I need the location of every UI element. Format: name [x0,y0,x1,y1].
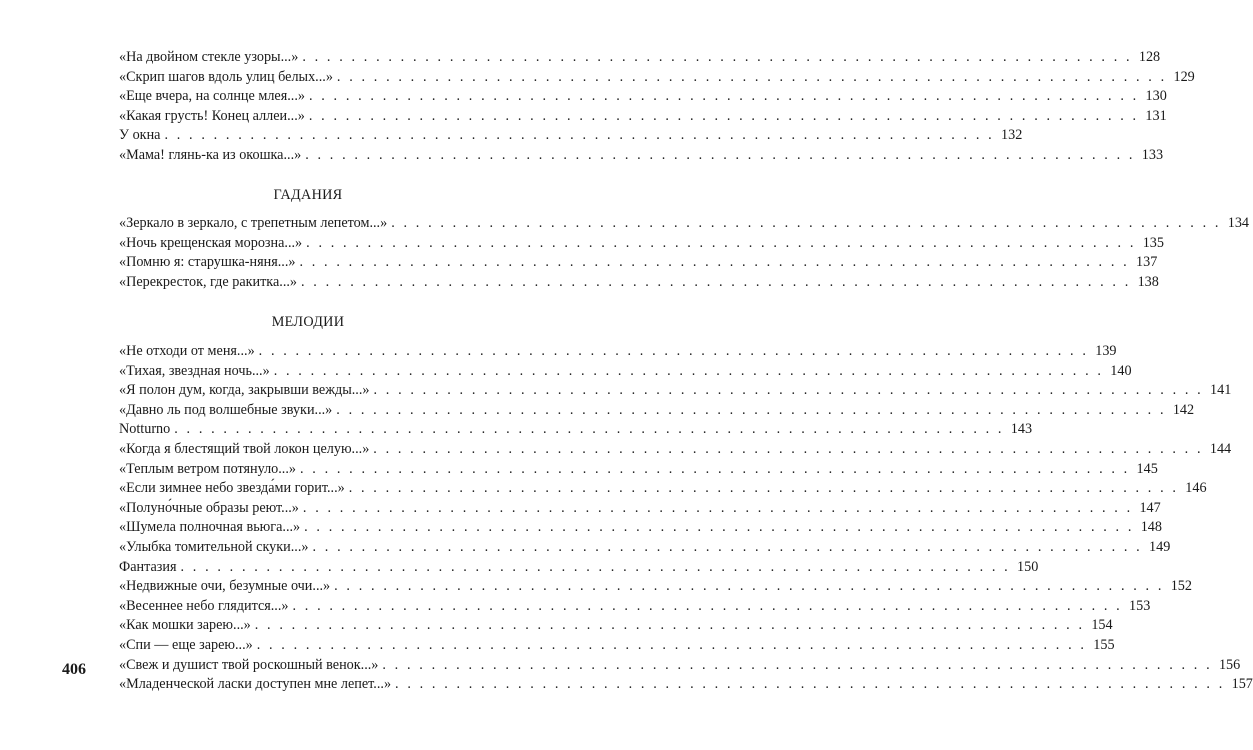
toc-leader: . . . . . . . . . . . . . . . . . . . . . . . . . . . . . . . . . . . . . . . . . . . . . . . . . . . . . . . . . . . . . . . . . . . . [302,49,1133,65]
toc-leader: . . . . . . . . . . . . . . . . . . . . . . . . . . . . . . . . . . . . . . . . . . . . . . . . . . . . . . . . . . . . . . . . . . . . [273,362,1104,379]
toc-entry [119,558,1039,578]
toc-entry-page: 154 [1091,617,1113,634]
toc-entry-title: Notturno [119,421,171,438]
page-number: 406 [62,661,86,678]
toc-entry-page: 139 [1095,343,1117,359]
toc-leader: . . . . . . . . . . . . . . . . . . . . . . . . . . . . . . . . . . . . . . . . . . . . . . . . . . . . . . . . . . . . . . . . . . . . [302,499,1133,516]
toc-entry [119,87,1167,107]
toc-entry-title: «Шумела полночная вьюга...» [119,519,301,536]
toc-leader: . . . . . . . . . . . . . . . . . . . . . . . . . . . . . . . . . . . . . . . . . . . . . . . . . . . . . . . . . . . . . . . . . . . . [336,401,1167,418]
toc-leader: . . . . . . . . . . . . . . . . . . . . . . . . . . . . . . . . . . . . . . . . . . . . . . . . . . . . . . . . . . . . . . . . . . . . [299,254,1130,271]
toc-entry [119,234,1164,254]
toc-entry-page: 134 [1227,215,1250,231]
toc-entry-title: «Свеж и душист твой роскошный венок...» [119,656,379,673]
toc-entry-page: 132 [1001,127,1023,144]
toc-entry-title: «Недвижные очи, безумные очи...» [119,578,331,595]
toc-entry-title: «Весеннее небо глядится...» [119,597,289,614]
toc-entry [119,146,1164,166]
toc-leader: . . . . . . . . . . . . . . . . . . . . . . . . . . . . . . . . . . . . . . . . . . . . . . . . . . . . . . . . . . . . . . . . . . . . [395,676,1225,693]
toc-entry [119,253,1158,273]
toc-entry-title: «Помню я: старушка-няня...» [119,254,296,271]
toc-entry-page: 133 [1141,146,1164,163]
toc-leader: . . . . . . . . . . . . . . . . . . . . . . . . . . . . . . . . . . . . . . . . . . . . . . . . . . . . . . . . . . . . . . . . . . . . [382,656,1213,673]
toc-leader: . . . . . . . . . . . . . . . . . . . . . . . . . . . . . . . . . . . . . . . . . . . . . . . . . . . . . . . . . . . . . . . . . . . . [308,107,1139,124]
toc-entry-title: «Младенческой ласки доступен мне лепет...» [119,676,392,693]
toc-entry-title: «Какая грусть! Конец аллеи...» [119,107,305,124]
toc-entry-title: «Я полон дум, когда, закрывши вежды...» [119,382,370,399]
toc-entry-title: «Когда я блестящий твой локон целую...» [119,440,370,457]
toc-entry-page: 144 [1209,440,1232,457]
toc-entry-page: 145 [1136,460,1158,477]
toc-entry-title: «Мама! глянь-ка из окошка...» [119,146,302,163]
toc-entry [119,460,1158,480]
toc-entry-title: «Полуно́чные образы реют...» [119,499,299,516]
toc-entry-title: «Спи — еще зарею...» [119,636,253,653]
toc-entry-page: 147 [1139,499,1161,516]
toc-entry-page: 138 [1137,273,1159,290]
toc-leader: . . . . . . . . . . . . . . . . . . . . . . . . . . . . . . . . . . . . . . . . . . . . . . . . . . . . . . . . . . . . . . . . . . . . [306,234,1136,251]
toc-leader: . . . . . . . . . . . . . . . . . . . . . . . . . . . . . . . . . . . . . . . . . . . . . . . . . . . . . . . . . . . . . . . . . . . . [373,440,1204,457]
toc-entry-page: 142 [1172,401,1195,418]
toc-entry [119,401,1195,421]
toc-leader: . . . . . . . . . . . . . . . . . . . . . . . . . . . . . . . . . . . . . . . . . . . . . . . . . . . . . . . . . . . . . . . . . . . . [336,68,1167,85]
toc-entry [119,636,1115,656]
toc-entry [119,381,1232,401]
toc-entry [119,577,1192,597]
toc-group-1 [119,48,1195,166]
toc-entry [119,420,1033,440]
toc-entry-page: 128 [1138,49,1161,65]
toc-leader: . . . . . . . . . . . . . . . . . . . . . . . . . . . . . . . . . . . . . . . . . . . . . . . . . . . . . . . . . . . . . . . . . . . . [256,636,1087,653]
toc-entry [119,362,1132,382]
toc-entry [119,68,1195,88]
toc-entry-title: «Давно ль под волшебные звуки...» [119,401,333,418]
toc-leader: . . . . . . . . . . . . . . . . . . . . . . . . . . . . . . . . . . . . . . . . . . . . . . . . . . . . . . . . . . . . . . . . . . . . [391,215,1222,231]
toc-entry-page: 131 [1145,107,1167,124]
toc-entry-title: «Как мошки зарею...» [119,617,251,634]
toc-entry-title: «Еще вчера, на солнце млея...» [119,88,305,105]
toc-entry-page: 129 [1173,68,1195,85]
toc-leader: . . . . . . . . . . . . . . . . . . . . . . . . . . . . . . . . . . . . . . . . . . . . . . . . . . . . . . . . . . . . . . . . . . . . [164,127,995,144]
toc-entry-page: 157 [1231,676,1253,693]
toc-leader: . . . . . . . . . . . . . . . . . . . . . . . . . . . . . . . . . . . . . . . . . . . . . . . . . . . . . . . . . . . . . . . . . . . . [299,460,1130,477]
toc-entry [119,273,1159,293]
toc-entry [119,126,1023,146]
toc-entry-page: 153 [1129,597,1151,614]
toc-entry [119,107,1167,127]
toc-group-gadaniya [119,214,1250,292]
toc-entry-title: «Тихая, звездная ночь...» [119,362,270,379]
toc-leader: . . . . . . . . . . . . . . . . . . . . . . . . . . . . . . . . . . . . . . . . . . . . . . . . . . . . . . . . . . . . . . . . . . . . [254,617,1085,634]
toc-leader: . . . . . . . . . . . . . . . . . . . . . . . . . . . . . . . . . . . . . . . . . . . . . . . . . . . . . . . . . . . . . . . . . . . . [308,88,1139,105]
toc-entry-title: «Если зимнее небо звезда́ми горит...» [119,480,345,497]
toc-entry-page: 156 [1218,656,1241,673]
toc-entry-title: Фантазия [119,558,177,575]
toc-entry [119,538,1171,558]
section-heading-gadaniya: ГАДАНИЯ [273,187,343,203]
toc-entry-page: 155 [1093,636,1115,653]
toc-leader: . . . . . . . . . . . . . . . . . . . . . . . . . . . . . . . . . . . . . . . . . . . . . . . . . . . . . . . . . . . . . . . . . . . . [174,421,1005,438]
toc-entry [119,48,1161,68]
toc-entry-title: «Не отходи от меня...» [119,343,255,359]
toc-entry-title: «Скрип шагов вдоль улиц белых...» [119,68,333,85]
toc-entry-page: 140 [1110,362,1132,379]
toc-entry [119,656,1241,676]
toc-leader: . . . . . . . . . . . . . . . . . . . . . . . . . . . . . . . . . . . . . . . . . . . . . . . . . . . . . . . . . . . . . . . . . . . . [334,578,1164,595]
toc-entry-page: 137 [1136,254,1158,271]
toc-entry-page: 149 [1149,538,1171,555]
toc-leader: . . . . . . . . . . . . . . . . . . . . . . . . . . . . . . . . . . . . . . . . . . . . . . . . . . . . . . . . . . . . . . . . . . . . [292,597,1123,614]
toc-entry [119,616,1113,636]
toc-leader: . . . . . . . . . . . . . . . . . . . . . . . . . . . . . . . . . . . . . . . . . . . . . . . . . . . . . . . . . . . . . . . . . . . . [305,146,1136,163]
toc-entry-title: У окна [119,127,161,144]
toc-entry-title: «Зеркало в зеркало, с трепетным лепетом...» [119,215,388,231]
toc-leader: . . . . . . . . . . . . . . . . . . . . . . . . . . . . . . . . . . . . . . . . . . . . . . . . . . . . . . . . . . . . . . . . . . . . [304,519,1134,536]
toc-leader: . . . . . . . . . . . . . . . . . . . . . . . . . . . . . . . . . . . . . . . . . . . . . . . . . . . . . . . . . . . . . . . . . . . . [373,382,1204,399]
toc-entry-title: «Теплым ветром потянуло...» [119,460,296,477]
toc-entry-page: 135 [1142,234,1164,251]
toc-entry-title: «Ночь крещенская морозна...» [119,234,303,251]
toc-entry-page: 152 [1170,578,1192,595]
section-heading-melodii: МЕЛОДИИ [271,314,345,330]
toc-entry-page: 141 [1210,382,1232,399]
toc-leader: . . . . . . . . . . . . . . . . . . . . . . . . . . . . . . . . . . . . . . . . . . . . . . . . . . . . . . . . . . . . . . . . . . . . [312,538,1143,555]
toc-entry-title: «Улыбка томительной скуки...» [119,538,309,555]
toc-entry [119,518,1162,538]
toc-leader: . . . . . . . . . . . . . . . . . . . . . . . . . . . . . . . . . . . . . . . . . . . . . . . . . . . . . . . . . . . . . . . . . . . . [348,480,1179,497]
toc-entry-page: 150 [1017,558,1039,575]
toc-leader: . . . . . . . . . . . . . . . . . . . . . . . . . . . . . . . . . . . . . . . . . . . . . . . . . . . . . . . . . . . . . . . . . . . . [258,343,1089,359]
toc-entry [119,440,1232,460]
toc-leader: . . . . . . . . . . . . . . . . . . . . . . . . . . . . . . . . . . . . . . . . . . . . . . . . . . . . . . . . . . . . . . . . . . . . [180,558,1011,575]
toc-entry-page: 130 [1145,88,1167,105]
toc-entry [119,479,1207,499]
toc-entry [119,214,1250,234]
toc-entry [119,597,1151,617]
toc-entry-page: 148 [1140,519,1162,536]
toc-entry-title: «Перекресток, где ракитка...» [119,273,298,290]
toc-entry-title: «На двойном стекле узоры...» [119,49,299,65]
toc-entry [119,675,1253,695]
toc-entry-page: 143 [1010,421,1033,438]
toc-entry-page: 146 [1185,480,1207,497]
toc-entry [119,342,1117,362]
toc-group-melodii [119,342,1253,695]
toc-leader: . . . . . . . . . . . . . . . . . . . . . . . . . . . . . . . . . . . . . . . . . . . . . . . . . . . . . . . . . . . . . . . . . . . . [301,273,1131,290]
toc-entry [119,499,1161,519]
